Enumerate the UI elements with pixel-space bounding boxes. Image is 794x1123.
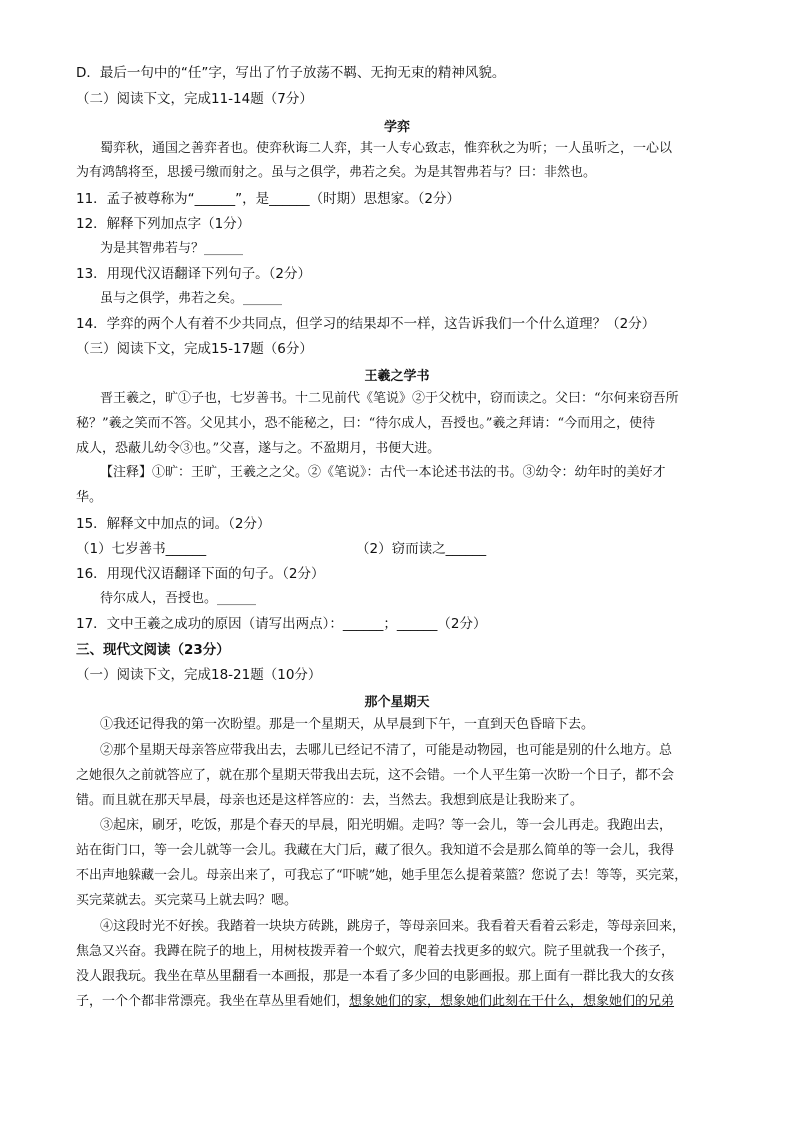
passage-para-1: ①我还记得我的第一次盼望。那是一个星期天，从早晨到下午，一直到天色昏暗下去。 xyxy=(100,717,595,732)
passage-para-3-line-2: 站在街门口，等一会儿就等一会儿。我藏在大门后，藏了很久。我知道不会是那么简单的等一会儿，我得 xyxy=(76,843,675,858)
passage-para-2-line-3: 错。而且就在那天早晨，母亲也还是这样答应的：去，当然去。我想到底是让我盼来了。 xyxy=(76,793,584,808)
question-13-item: 虽与之俱学，弗若之矣。______ xyxy=(100,291,283,306)
section-header-modern: 三、现代文阅读（23分） xyxy=(76,642,230,658)
section-header-3: （三）阅读下文，完成15-17题（6分） xyxy=(76,341,313,357)
annotation-line-2: 华。 xyxy=(76,490,103,505)
passage-para-3-line-3: 不出声地躲藏一会儿。母亲出来了，可我忘了“吓唬”她，她手里怎么提着菜篮？您说了去！等等，买完菜， xyxy=(76,868,688,883)
passage-para-4-line-1: ④这段时光不好挨。我踏着一块块方砖跳，跳房子，等母亲回来。我看着天看着云彩走，等母亲回来， xyxy=(100,919,686,934)
underlined-sentence: 想象她们的家，想象她们此刻在干什么，想象她们的兄弟 xyxy=(349,994,675,1009)
subsection-header-1: （一）阅读下文，完成18-21题（10分） xyxy=(76,667,322,683)
question-17: 17．文中王羲之成功的原因（请写出两点）：______；______（2分） xyxy=(76,616,487,632)
passage-wxz-line-1: 晋王羲之，旷①子也，七岁善书。十二见前代《笔说》②于父枕中，窃而读之。父曰：“尔何来窃吾所 xyxy=(100,391,679,406)
question-11: 11．孟子被尊称为“______”，是______（时期）思想家。（2分） xyxy=(76,191,461,207)
passage-para-4-line-2: 焦急又兴奋。我蹲在院子的地上，用树枝拨弄着一个蚁穴，爬着去找更多的蚁穴。院子里就我一个孩子， xyxy=(76,944,675,959)
passage-para-3-line-4: 买完菜就去。买完菜马上就去吗？嗯。 xyxy=(76,893,298,908)
passage-para-4-line-3: 没人跟我玩。我坐在草丛里翻看一本画报，那是一本看了多少回的电影画报。那上面有一群比我大的女孩 xyxy=(76,969,675,984)
passage-para-2-line-1: ②那个星期天母亲答应带我出去，去哪儿已经记不清了，可能是动物园，也可能是别的什么地方。总 xyxy=(100,743,673,758)
passage-wxz-line-3: 成人，恐蔽儿幼令③也。”父喜，遂与之。不盈期月，书便大进。 xyxy=(76,441,441,456)
passage-para-4-line-4-text: 子，一个个都非常漂亮。我坐在草丛里看她们， xyxy=(76,994,350,1009)
passage-title-wangxizhi: 王羲之学书 xyxy=(364,369,430,384)
passage-wxz-line-2: 秘？”羲之笑而不答。父见其小，恐不能秘之，曰：“待尔成人，吾授也。”羲之拜请：“今而用之，使待 xyxy=(76,416,656,431)
question-12-item: 为是其智弗若与？______ xyxy=(100,241,244,256)
question-16-item: 待尔成人，吾授也。______ xyxy=(100,591,257,606)
passage-xueyi-line-2: 为有鸿鹄将至，思援弓缴而射之。虽与之俱学，弗若之矣。为是其智弗若与？曰：非然也。 xyxy=(76,165,597,180)
annotation-line-1: 【注释】①旷：王旷，王羲之之父。②《笔说》：古代一本论述书法的书。③幼令：幼年时的美好才 xyxy=(100,465,666,480)
option-d: D．最后一句中的“任”字，写出了竹子放荡不羁、无拘无束的精神风貌。 xyxy=(76,65,506,81)
passage-para-4-line-4 xyxy=(76,993,674,1011)
question-12: 12．解释下列加点字（1分） xyxy=(76,216,251,232)
question-14: 14．学弈的两个人有着不少共同点，但学习的结果却不一样，这告诉我们一个什么道理？（2分） xyxy=(76,316,656,332)
question-15-item-1: （1）七岁善书______ xyxy=(76,541,207,557)
section-header-2: （二）阅读下文，完成11-14题（7分） xyxy=(76,91,313,107)
passage-para-3-line-1: ③起床，刷牙，吃饭，那是个春天的早晨，阳光明媚。走吗？等一会儿，等一会儿再走。我跑出去， xyxy=(100,818,673,833)
question-13: 13．用现代汉语翻译下列句子。（2分） xyxy=(76,266,312,282)
question-16: 16．用现代汉语翻译下面的句子。（2分） xyxy=(76,566,325,582)
passage-title-xingqitian: 那个星期天 xyxy=(364,695,430,710)
passage-para-2-line-2: 之她很久之前就答应了，就在那个星期天带我出去玩，这不会错。一个人平生第一次盼一个日子，都不会 xyxy=(76,768,675,783)
question-15-item-2: （2）窃而读之______ xyxy=(356,541,487,557)
question-15: 15．解释文中加点的词。（2分） xyxy=(76,516,271,532)
passage-title-xueyi: 学弈 xyxy=(383,120,410,135)
passage-xueyi-line-1: 蜀弈秋，通国之善弈者也。使弈秋诲二人弈，其一人专心致志，惟弈秋之为听；一人虽听之，一心以 xyxy=(100,141,673,156)
